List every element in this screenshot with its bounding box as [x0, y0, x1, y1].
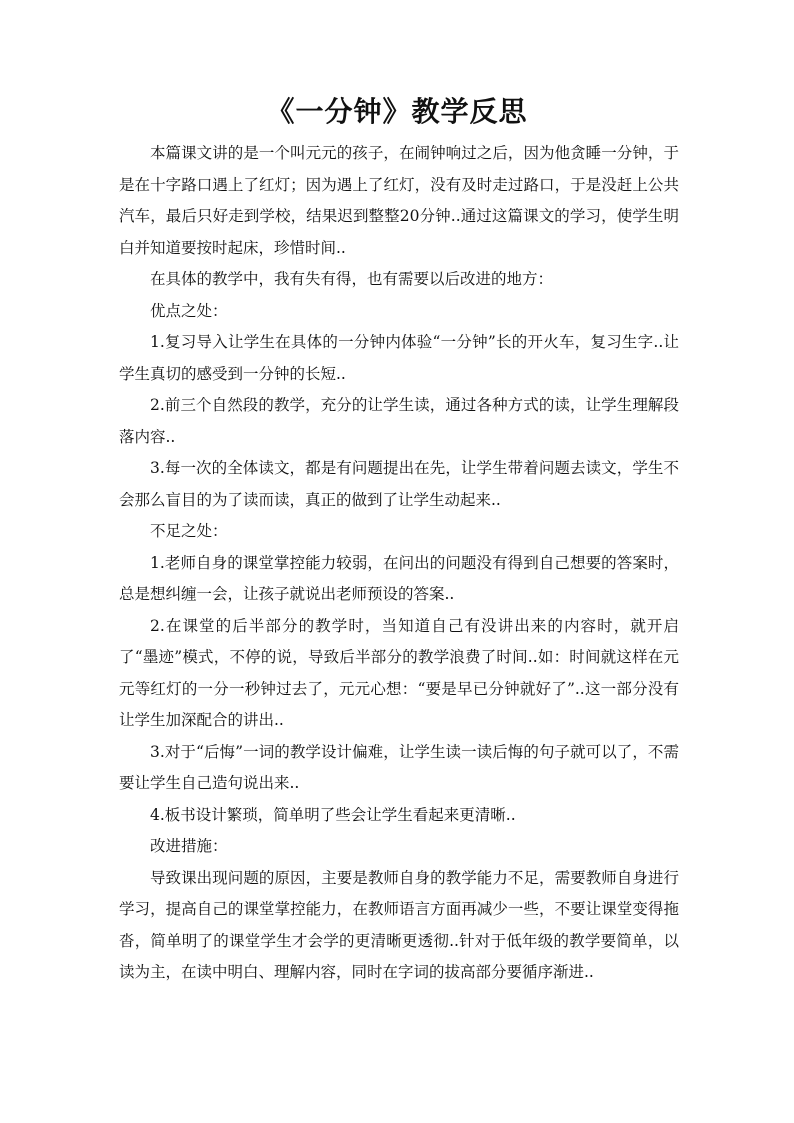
weakness-item-4: 4.板书设计繁琐，简单明了些会让学生看起来更清晰..	[150, 805, 516, 824]
weakness-item-3: 3.对于“后悔”一词的教学设计偏难，让学生读一读后悔的句子就可以了，不需要让学生自己造句说出来..	[119, 742, 679, 792]
paragraph-intro: 本篇课文讲的是一个叫元元的孩子，在闹钟响过之后，因为他贪睡一分钟，于是在十字路口遇上了红灯；因为遇上了红灯，没有及时走过路口，于是没赶上公共汽车，最后只好走到学校，结果迟到整整20分钟..通过这篇课文的学习，使学生明白并知道要按时起床，珍惜时间..	[119, 144, 679, 257]
weakness-item-1: 1.老师自身的课堂掌控能力较弱，在问出的问题没有得到自己想要的答案时，总是想纠缠一会，让孩子就说出老师预设的答案..	[119, 553, 679, 603]
heading-improvements: 改进措施：	[150, 837, 228, 855]
heading-strengths: 优点之处：	[150, 301, 228, 320]
document-body	[119, 138, 679, 989]
strength-item-3: 3.每一次的全体读文，都是有问题提出在先，让学生带着问题去读文，学生不会那么盲目的为了读而读，真正的做到了让学生动起来..	[119, 459, 679, 509]
improvement-paragraph: 导致课出现问题的原因，主要是教师自身的教学能力不足，需要教师自身进行学习，提高自己的课堂掌控能力，在教师语言方面再减少一些，不要让课堂变得拖沓，简单明了的课堂学生才会学的更清晰更透彻..针对于低年级的教学要简单，以读为主，在读中明白、理解内容，同时在字词的拔高部分要循序渐进..	[119, 868, 679, 981]
heading-weaknesses: 不足之处：	[150, 522, 228, 540]
strength-item-2: 2.前三个自然段的教学，充分的让学生读，通过各种方式的读，让学生理解段落内容..	[119, 396, 679, 446]
document-title: 《一分钟》教学反思	[266, 95, 528, 128]
weakness-item-2: 2.在课堂的后半部分的教学时，当知道自己有没讲出来的内容时，就开启了“墨迹”模式，不停的说，导致后半部分的教学浪费了时间..如：时间就这样在元元等红灯的一分一秒钟过去了，元元心想：“要是早已分钟就好了”..这一部分没有让学生加深配合的讲出..	[119, 616, 679, 729]
strength-item-1: 1.复习导入让学生在具体的一分钟内体验“一分钟”长的开火车，复习生字..让学生真切的感受到一分钟的长短..	[119, 333, 679, 383]
paragraph-overview: 在具体的教学中，我有失有得，也有需要以后改进的地方：	[150, 270, 554, 288]
